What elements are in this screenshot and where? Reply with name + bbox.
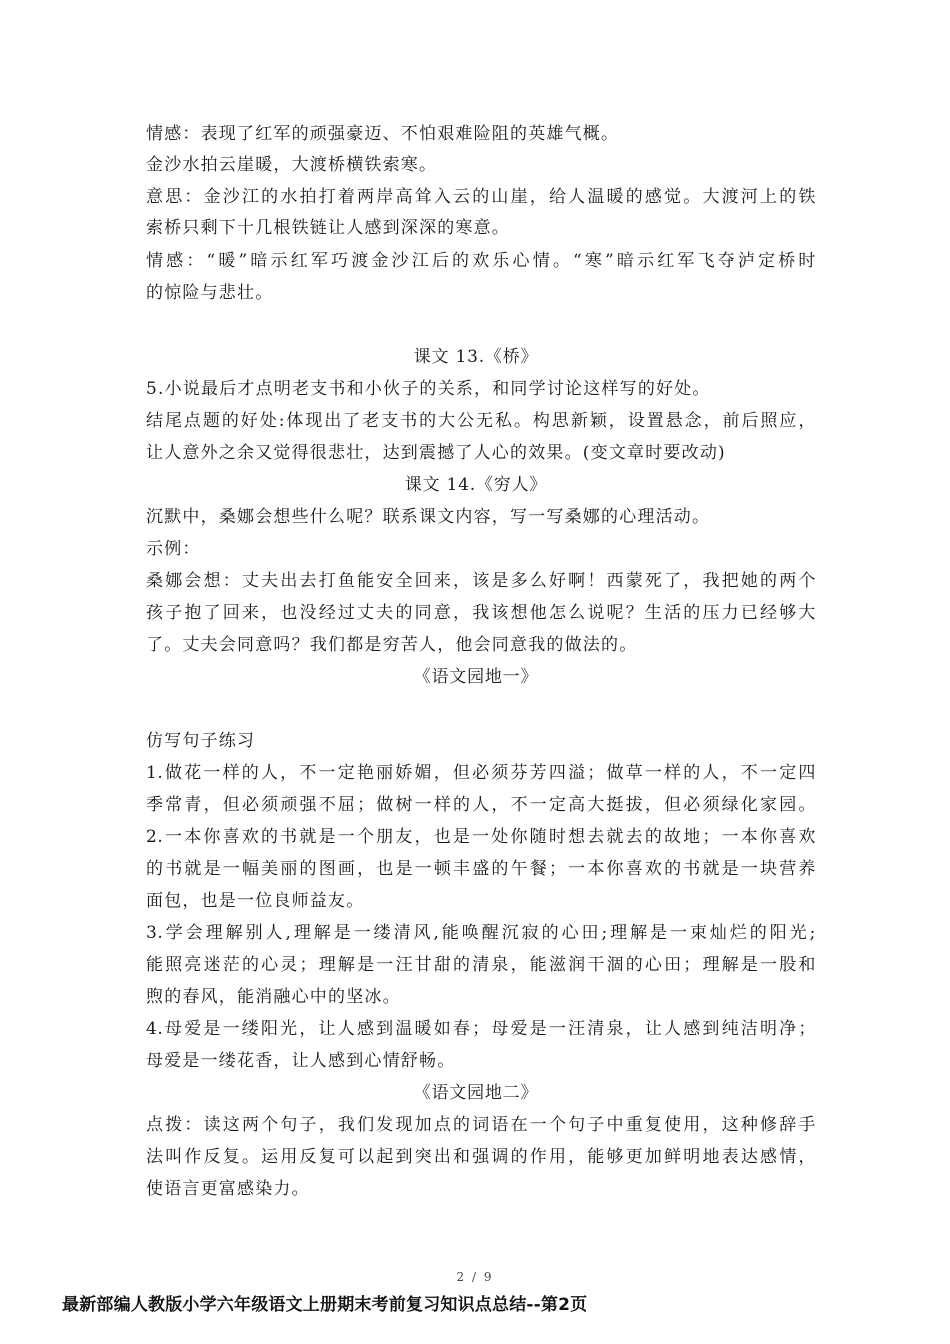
example-text-line-3: 了。丈夫会同意吗？我们都是穷苦人，他会同意我的做法的。 bbox=[146, 635, 638, 655]
lesson-13-question: 5.小说最后才点明老支书和小伙子的关系，和同学讨论这样写的好处。 bbox=[146, 379, 711, 399]
item-3-line-3: 煦的春风，能消融心中的坚冰。 bbox=[146, 987, 401, 1007]
lesson-14-heading: 课文 14.《穷人》 bbox=[404, 475, 548, 495]
item-4-line-2: 母爱是一缕花香，让人感到心情舒畅。 bbox=[146, 1051, 456, 1071]
item-2-line-3: 面包，也是一位良师益友。 bbox=[146, 891, 365, 911]
example-text-line-1: 桑娜会想：丈夫出去打鱼能安全回来，该是多么好啊！西蒙死了，我把她的两个 bbox=[146, 571, 816, 591]
meaning-text-line-1: 意思：金沙江的水拍打着两岸高耸入云的山崖，给人温暖的感觉。大渡河上的铁 bbox=[146, 187, 816, 207]
garden-2-heading: 《语文园地二》 bbox=[413, 1083, 539, 1103]
lesson-13-answer-line-2: 让人意外之余又觉得很悲壮，达到震撼了人心的效果。(变文章时要改动) bbox=[146, 443, 726, 463]
lesson-14-question: 沉默中，桑娜会想些什么呢？联系课文内容，写一写桑娜的心理活动。 bbox=[146, 507, 711, 527]
lesson-13-heading: 课文 13.《桥》 bbox=[413, 347, 539, 367]
document-footer-title: 最新部编人教版小学六年级语文上册期末考前复习知识点总结--第2页 bbox=[62, 1295, 588, 1315]
emotion-text-2-line-1: 情感：“暖”暗示红军巧渡金沙江后的欢乐心情。“寒”暗示红军飞夺泸定桥时 bbox=[146, 251, 816, 271]
poem-line: 金沙水拍云崖暖，大渡桥横铁索寒。 bbox=[146, 155, 438, 175]
item-4-line-1: 4.母爱是一缕阳光，让人感到温暖如春；母爱是一汪清泉，让人感到纯洁明净； bbox=[146, 1019, 816, 1039]
item-1-line-1: 1.做花一样的人，不一定艳丽娇媚，但必须芬芳四溢；做草一样的人，不一定四 bbox=[146, 763, 816, 783]
meaning-text-line-2: 索桥只剩下十几根铁链让人感到深深的寒意。 bbox=[146, 218, 510, 238]
item-3-line-2: 能照亮迷茫的心灵；理解是一汪甘甜的清泉，能滋润干涸的心田；理解是一股和 bbox=[146, 955, 816, 975]
emotion-text-1: 情感：表现了红军的顽强豪迈、不怕艰难险阻的英雄气概。 bbox=[146, 124, 620, 144]
example-text-line-2: 孩子抱了回来，也没经过丈夫的同意，我该想他怎么说呢？生活的压力已经够大 bbox=[146, 603, 816, 623]
page-number: 2 / 9 bbox=[456, 1270, 494, 1284]
lesson-13-answer-line-1: 结尾点题的好处:体现出了老支书的大公无私。构思新颖，设置悬念，前后照应， bbox=[146, 411, 816, 431]
garden-1-heading: 《语文园地一》 bbox=[413, 667, 539, 687]
item-3-line-1: 3.学会理解别人,理解是一缕清风,能唤醒沉寂的心田;理解是一束灿烂的阳光; bbox=[146, 923, 816, 943]
tip-text-line-1: 点拨：读这两个句子，我们发现加点的词语在一个句子中重复使用，这种修辞手 bbox=[146, 1115, 816, 1135]
emotion-text-2-line-2: 的惊险与悲壮。 bbox=[146, 283, 274, 303]
imitation-heading: 仿写句子练习 bbox=[146, 731, 256, 751]
example-label: 示例： bbox=[146, 539, 201, 559]
tip-text-line-3: 使语言更富感染力。 bbox=[146, 1179, 310, 1199]
item-2-line-1: 2.一本你喜欢的书就是一个朋友，也是一处你随时想去就去的故地；一本你喜欢 bbox=[146, 827, 816, 847]
tip-text-line-2: 法叫作反复。运用反复可以起到突出和强调的作用，能够更加鲜明地表达感情， bbox=[146, 1147, 816, 1167]
item-2-line-2: 的书就是一幅美丽的图画，也是一顿丰盛的午餐；一本你喜欢的书就是一块营养 bbox=[146, 859, 816, 879]
item-1-line-2: 季常青，但必须顽强不屈；做树一样的人，不一定高大挺拔，但必须绿化家园。 bbox=[146, 795, 816, 815]
